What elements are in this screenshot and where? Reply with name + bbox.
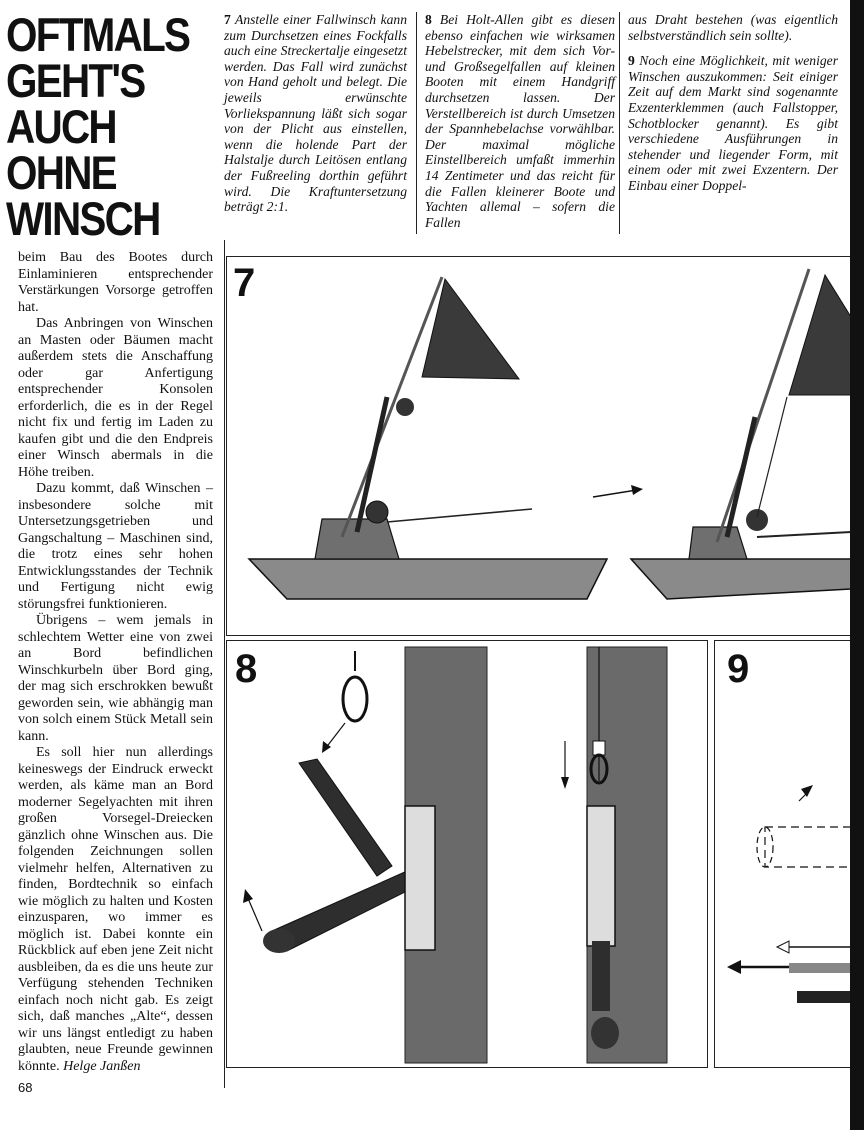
figure-panel-9 [714, 640, 852, 1068]
headline-line: GEHT'S [6, 54, 145, 107]
body-paragraph: Dazu kommt, daß Winschen – insbesondere solche mit Untersetzungsgetrieben und Gangschaltung – Maschinen sind, die trotz eines sehr hohen Entwicklungsstandes der Technik und Fertigung nicht ewig störungsfrei funktionieren. [18, 481, 213, 612]
body-paragraph: Es soll hier nun allerdings keineswegs der Eindruck erweckt werden, als käme man an Bord moderner Segelyachten mit ihren großen Vorsegel-Dreiecken gänzlich ohne Winschen aus. Die folgenden Zeichnungen sollen vielmehr helfen, Alternativen zu finden, Bordtechnik so einfach wie möglich zu halten und Kosten einzusparen, wo immer es möglich ist. Dabei konnte ein Rückblick auf eben jene Zeit nicht ausbleiben, da es die uns heute zur Verfügung stehenden Techniken einfach noch nicht gab. Es zeigt sich, daß manches „Alte“, dessen wir uns längst entledigt zu haben glaubten, neue Freunde gewinnen könnte. [18, 745, 213, 1074]
column-rule [416, 12, 417, 234]
caption-number: 7 [224, 12, 231, 27]
caption-7 [224, 12, 407, 215]
body-column [18, 250, 213, 1075]
column-rule [619, 12, 620, 234]
page-edge-shadow [850, 0, 864, 1130]
body-paragraph: Übrigens – wem jemals in schlechtem Wetter eine von zwei an Bord befindlichen Winschkurbeln über Bord ging, der mag sich erschrokken bewußt geworden sein, wie abhängig man von solch einem Stück Metall sein kann. [18, 613, 213, 744]
figure-panel-8 [226, 640, 708, 1068]
panel-number: 9 [727, 647, 750, 691]
headline-line: OHNE [6, 146, 116, 199]
page-number: 68 [18, 1080, 33, 1095]
panel-number: 7 [233, 261, 256, 305]
caption-8 [425, 12, 615, 230]
figure-panel-7 [226, 256, 852, 636]
panel-number: 8 [235, 647, 258, 691]
caption-number: 9 [628, 53, 635, 69]
headline [6, 8, 190, 245]
caption-text: Anstelle einer Fallwinsch kann zum Durchsetzen eines Fockfalls auch eine Streckertalje eingesetzt werden. Das Fall wird zunächst von Hand geholt und belegt. Die jeweils erwünschte Vorliekspannung läßt sich sogar von der Plicht aus einstellen, wenn die holende Part der Halstalje durch Leitösen entlang der Fußreeling dorthin geführt wird. Die Kraftuntersetzung beträgt 2:1. [224, 12, 407, 215]
jib-tensioner-illustration [227, 257, 851, 635]
caption-9 [628, 12, 838, 194]
lever-tensioner-illustration [227, 641, 707, 1067]
caption-number: 8 [425, 12, 432, 27]
page-divider [224, 240, 225, 1088]
body-paragraph: beim Bau des Bootes durch Einlaminieren entsprechender Verstärkungen Vorsorge getroffen hat. [18, 250, 213, 315]
headline-line: AUCH [6, 100, 116, 153]
headline-line: WINSCH [6, 192, 160, 245]
caption-text: Noch eine Möglichkeit, mit weniger Winschen auszukommen: Seit einiger Zeit auf dem Markt sind sogenannte Exzenterklemmen (auch Fallstopper, Schotblocker genannt). Es gibt verschiedene Ausführungen in stehender und liegender Form, mit einem oder mit zwei Exzentern. Der Einbau einer Doppel- [628, 53, 838, 193]
cam-cleat-illustration [715, 641, 851, 1067]
headline-line: OFTMALS [6, 8, 190, 61]
caption-text: Bei Holt-Allen gibt es diesen ebenso einfachen wie wirksamen Hebelstrecker, mit dem sich Vor- und Großsegelfallen auf kleinen Booten mit einem Handgriff durchsetzen lassen. Der Verstellbereich ist durch Umsetzen der Spannhebelachse vorwählbar. Der maximal mögliche Einstellbereich umfaßt immerhin 14 Zentimeter und das reicht für die Fallen kleinerer Boote und Yachten allemal – sofern die Fallen [425, 12, 615, 230]
caption-continuation: aus Draht bestehen (was eigentlich selbstverständlich sein sollte). [628, 12, 838, 43]
body-paragraph: Das Anbringen von Winschen an Masten oder Bäumen macht außerdem stets die Anschaffung oder gar Anfertigung entsprechender Konsolen erforderlich, die es in der Regel nicht fix und fertig im Laden zu kaufen gibt und die den Endpreis einer Winsch abermals in die Höhe treiben. [18, 316, 213, 480]
author-name: Helge Janßen [63, 1058, 141, 1074]
